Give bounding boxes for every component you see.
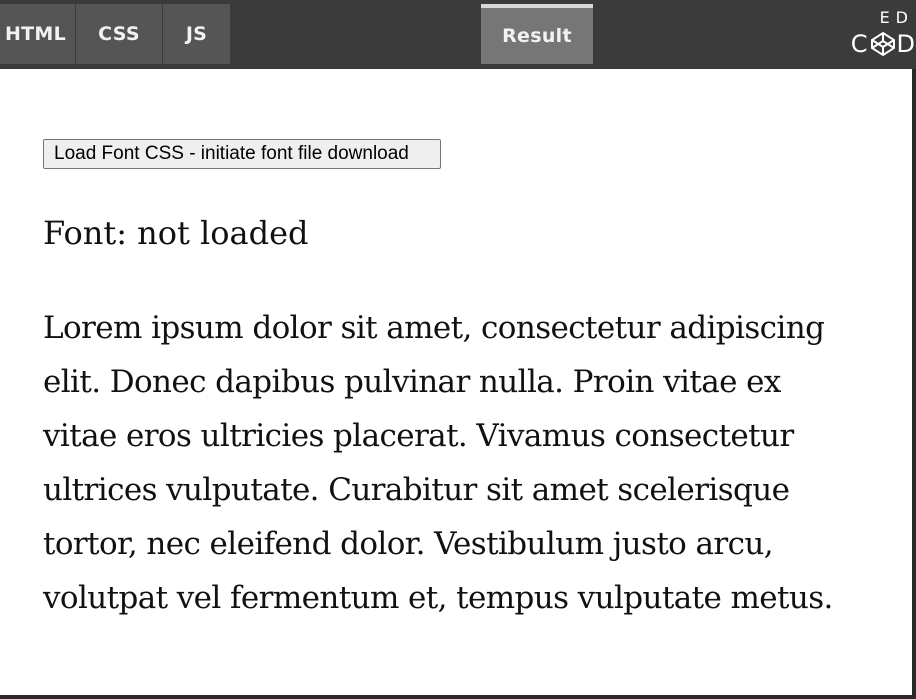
paragraph-line: vitae eros ultricies placerat. Vivamus consectetur — [43, 418, 794, 454]
codepen-cube-icon — [870, 31, 896, 57]
tab-result-label: Result — [502, 25, 572, 47]
tab-html-label: HTML — [4, 23, 67, 45]
result-pane — [0, 69, 912, 695]
paragraph-line: Lorem ipsum dolor sit amet, consectetur adipiscing — [43, 310, 825, 346]
tab-css[interactable] — [76, 4, 162, 64]
paragraph-line: volutpat vel fermentum et, tempus vulputate metus. — [43, 580, 833, 616]
tab-js[interactable] — [163, 4, 230, 64]
logo-letter-d: D — [896, 30, 916, 58]
paragraph-line: ultrices vulputate. Curabitur sit amet scelerisque — [43, 472, 790, 508]
editor-topbar — [0, 0, 916, 69]
paragraph-line: elit. Donec dapibus pulvinar nulla. Proin vitae ex — [43, 364, 781, 400]
sample-paragraph — [43, 301, 883, 625]
tab-js-label: JS — [185, 23, 208, 45]
codepen-logo[interactable] — [836, 8, 916, 64]
tab-result[interactable] — [481, 4, 593, 64]
pane-right-border — [912, 69, 916, 699]
font-status-text: Font: not loaded — [43, 214, 309, 252]
pane-bottom-border — [0, 695, 916, 699]
logo-top-text: ED — [879, 8, 914, 27]
load-font-css-button[interactable]: Load Font CSS - initiate font file download — [43, 139, 441, 169]
logo-letter-c: C — [850, 30, 869, 58]
tab-css-label: CSS — [98, 23, 140, 45]
tab-html[interactable] — [0, 4, 75, 64]
logo-bottom-text — [851, 30, 916, 58]
paragraph-line: tortor, nec eleifend dolor. Vestibulum justo arcu, — [43, 526, 773, 562]
